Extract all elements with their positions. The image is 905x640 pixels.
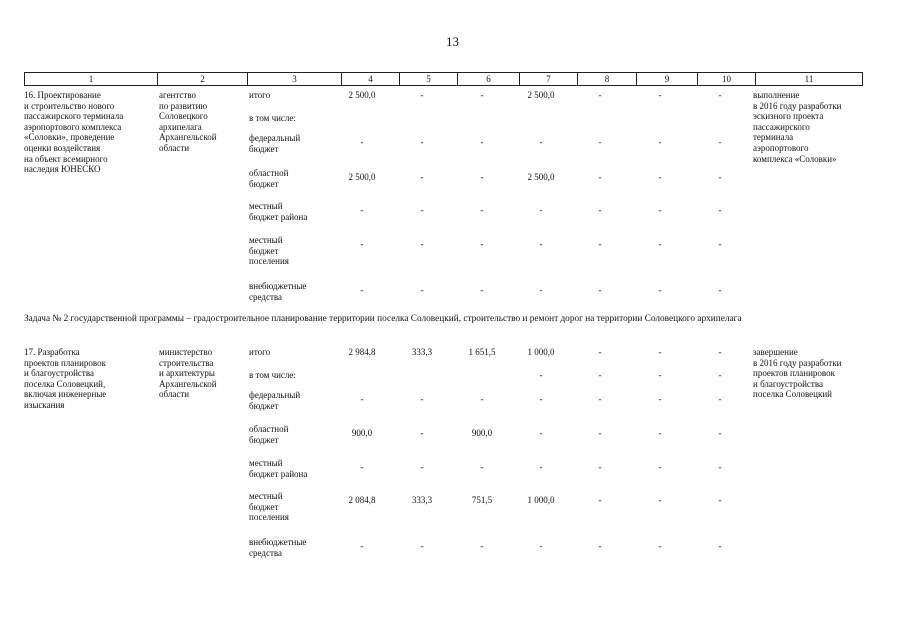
- funding-row-label: федеральный бюджет: [249, 390, 301, 411]
- funding-value-col-10: -: [718, 137, 722, 147]
- funding-value-col-8: -: [598, 541, 602, 551]
- funding-value-col-5: -: [420, 285, 424, 295]
- funding-value-col-10: -: [718, 428, 722, 438]
- funding-value-col-10: -: [718, 495, 722, 505]
- funding-value-col-6: -: [480, 90, 484, 100]
- column-number-header: [24, 72, 863, 86]
- funding-value-col-4: 2 984,8: [348, 347, 376, 357]
- funding-value-col-4: 2 084,8: [348, 495, 376, 505]
- funding-value-col-4: -: [360, 285, 364, 295]
- funding-value-col-7: 1 000,0: [527, 347, 555, 357]
- funding-value-col-9: -: [658, 495, 662, 505]
- funding-value-col-8: -: [598, 394, 602, 404]
- funding-value-col-5: -: [420, 137, 424, 147]
- funding-value-col-7: -: [539, 541, 543, 551]
- funding-value-col-8: -: [598, 285, 602, 295]
- task-heading: Задача № 2 государственной программы – градостроительное планирование территории поселка Соловецкий, строительство и ремонт дорог на территории Соловецкого архипелага: [24, 314, 742, 324]
- funding-value-col-9: -: [658, 428, 662, 438]
- funding-value-col-5: -: [420, 394, 424, 404]
- header-col-9: 9: [636, 73, 697, 85]
- funding-value-col-5: -: [420, 428, 424, 438]
- funding-value-col-6: -: [480, 137, 484, 147]
- header-col-10: 10: [697, 73, 755, 85]
- header-col-1: 1: [24, 73, 157, 85]
- funding-value-col-4: -: [360, 137, 364, 147]
- funding-value-col-9: -: [658, 137, 662, 147]
- funding-value-col-8: -: [598, 428, 602, 438]
- header-col-11: 11: [755, 73, 863, 85]
- funding-value-col-4: 2 500,0: [348, 172, 376, 182]
- funding-row-label: в том числе:: [249, 370, 296, 380]
- funding-value-col-4: -: [360, 205, 364, 215]
- funding-value-col-5: -: [420, 462, 424, 472]
- funding-value-col-8: -: [598, 495, 602, 505]
- funding-value-col-9: -: [658, 205, 662, 215]
- funding-row-label: областной бюджет: [249, 168, 289, 189]
- funding-value-col-10: -: [718, 90, 722, 100]
- funding-row-label: областной бюджет: [249, 424, 289, 445]
- funding-value-col-7: -: [539, 205, 543, 215]
- funding-value-col-6: -: [480, 285, 484, 295]
- funding-value-col-6: -: [480, 239, 484, 249]
- item-16-name: 16. Проектирование и строительство нового пассажирского терминала аэропортового комплекса «Соловки», проведение оценки воздействия на объект всемирного наследия ЮНЕСКО: [24, 90, 124, 175]
- funding-value-col-9: -: [658, 347, 662, 357]
- funding-value-col-5: -: [420, 90, 424, 100]
- header-col-8: 8: [577, 73, 636, 85]
- funding-value-col-8: -: [598, 172, 602, 182]
- header-col-4: 4: [341, 73, 399, 85]
- funding-value-col-7: -: [539, 137, 543, 147]
- funding-row-label: местный бюджет поселения: [249, 235, 289, 267]
- table-frame: [24, 72, 863, 86]
- funding-value-col-9: -: [658, 239, 662, 249]
- header-col-5: 5: [399, 73, 457, 85]
- funding-value-col-10: -: [718, 394, 722, 404]
- page-number: 13: [446, 34, 459, 49]
- funding-value-col-4: -: [360, 462, 364, 472]
- funding-value-col-7: -: [539, 370, 543, 380]
- funding-value-col-7: -: [539, 462, 543, 472]
- funding-row-label: местный бюджет поселения: [249, 491, 289, 523]
- funding-value-col-9: -: [658, 285, 662, 295]
- funding-value-col-10: -: [718, 172, 722, 182]
- funding-value-col-6: -: [480, 541, 484, 551]
- funding-row-label: местный бюджет района: [249, 201, 308, 222]
- funding-row-label: внебюджетные средства: [249, 537, 307, 558]
- funding-value-col-5: -: [420, 541, 424, 551]
- header-col-2: 2: [157, 73, 247, 85]
- funding-row-label: внебюджетные средства: [249, 281, 307, 302]
- funding-value-col-5: -: [420, 239, 424, 249]
- funding-value-col-7: -: [539, 428, 543, 438]
- funding-value-col-8: -: [598, 370, 602, 380]
- funding-value-col-9: -: [658, 462, 662, 472]
- funding-row-label: итого: [249, 347, 271, 357]
- funding-value-col-7: -: [539, 285, 543, 295]
- item-17-name: 17. Разработка проектов планировок и благоустройства поселка Соловецкий, включая инженерные изыскания: [24, 347, 107, 410]
- funding-value-col-8: -: [598, 239, 602, 249]
- funding-value-col-6: -: [480, 172, 484, 182]
- funding-value-col-6: -: [480, 205, 484, 215]
- funding-value-col-8: -: [598, 347, 602, 357]
- funding-value-col-7: 1 000,0: [527, 495, 555, 505]
- funding-value-col-4: -: [360, 239, 364, 249]
- funding-row-label: местный бюджет района: [249, 458, 308, 479]
- funding-value-col-8: -: [598, 205, 602, 215]
- funding-value-col-8: -: [598, 90, 602, 100]
- funding-value-col-4: -: [360, 541, 364, 551]
- funding-row-label: итого: [249, 90, 271, 100]
- funding-value-col-7: -: [539, 239, 543, 249]
- funding-value-col-6: -: [480, 394, 484, 404]
- funding-value-col-9: -: [658, 172, 662, 182]
- funding-value-col-10: -: [718, 239, 722, 249]
- header-col-6: 6: [457, 73, 519, 85]
- funding-value-col-10: -: [718, 462, 722, 472]
- funding-value-col-10: -: [718, 541, 722, 551]
- funding-value-col-6: 751,5: [471, 495, 493, 505]
- funding-value-col-5: -: [420, 205, 424, 215]
- funding-value-col-6: 900,0: [471, 428, 493, 438]
- item-16-result: выполнение в 2016 году разработки эскизного проекта пассажирского терминала аэропортового комплекса «Соловки»: [753, 90, 842, 164]
- item-17-result: завершение в 2016 году разработки проектов планировок и благоустройства поселка Соловецкий: [753, 347, 842, 400]
- header-col-7: 7: [519, 73, 577, 85]
- funding-row-label: в том числе:: [249, 113, 296, 123]
- funding-value-col-10: -: [718, 285, 722, 295]
- item-17-executor: министерство строительства и архитектуры Архангельской области: [159, 347, 217, 400]
- funding-value-col-5: 333,3: [411, 347, 433, 357]
- funding-value-col-5: -: [420, 172, 424, 182]
- funding-value-col-9: -: [658, 370, 662, 380]
- funding-value-col-9: -: [658, 90, 662, 100]
- funding-value-col-7: 2 500,0: [527, 90, 555, 100]
- funding-value-col-8: -: [598, 137, 602, 147]
- funding-value-col-7: 2 500,0: [527, 172, 555, 182]
- funding-value-col-8: -: [598, 462, 602, 472]
- funding-value-col-4: 900,0: [351, 428, 373, 438]
- funding-value-col-4: -: [360, 394, 364, 404]
- funding-value-col-10: -: [718, 370, 722, 380]
- funding-value-col-10: -: [718, 205, 722, 215]
- header-col-3: 3: [247, 73, 341, 85]
- funding-value-col-9: -: [658, 394, 662, 404]
- item-16-executor: агентство по развитию Соловецкого архипелага Архангельской области: [159, 90, 217, 153]
- funding-value-col-10: -: [718, 347, 722, 357]
- funding-value-col-5: 333,3: [411, 495, 433, 505]
- funding-value-col-7: -: [539, 394, 543, 404]
- funding-value-col-6: 1 651,5: [468, 347, 496, 357]
- funding-value-col-9: -: [658, 541, 662, 551]
- funding-row-label: федеральный бюджет: [249, 133, 301, 154]
- funding-value-col-4: 2 500,0: [348, 90, 376, 100]
- funding-value-col-6: -: [480, 462, 484, 472]
